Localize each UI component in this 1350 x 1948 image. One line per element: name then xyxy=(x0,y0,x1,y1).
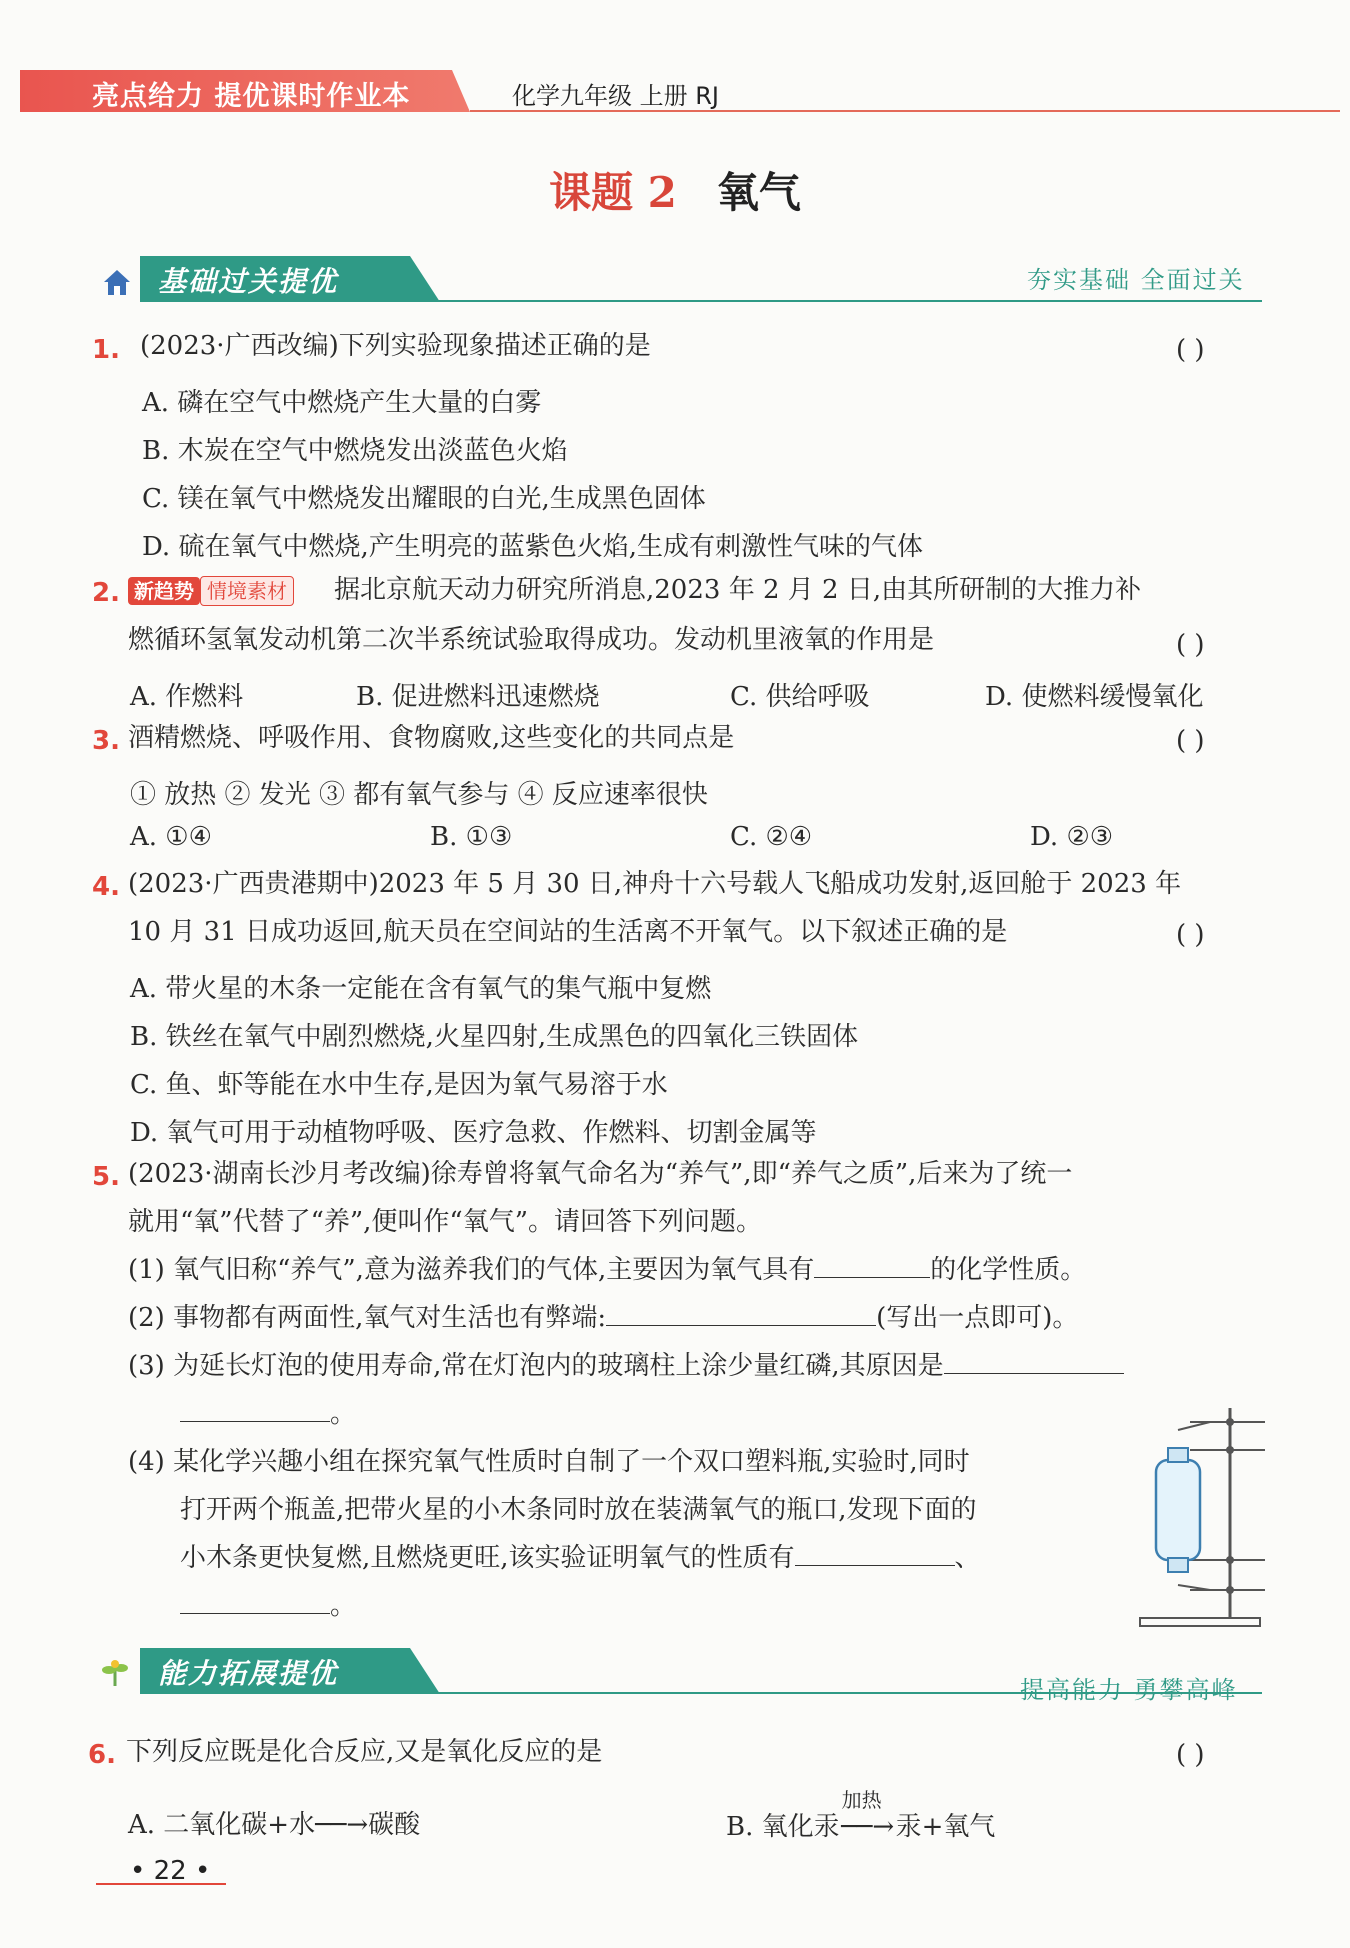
question-stem: (2023·广西改编)下列实验现象描述正确的是 xyxy=(140,331,651,361)
answer-paren[interactable]: ( ) xyxy=(1176,630,1205,660)
option-b xyxy=(726,1788,996,1843)
option-c: C. 鱼、虾等能在水中生存,是因为氧气易溶于水 xyxy=(130,1070,668,1100)
option-d: D. ②③ xyxy=(1030,822,1114,852)
section-slogan-advanced: 提高能力 勇攀高峰 xyxy=(1020,1676,1238,1704)
question-number: 3. xyxy=(92,726,120,756)
question-number: 5. xyxy=(92,1162,120,1192)
section-title-advanced: 能力拓展提优 xyxy=(158,1657,339,1690)
sub-question-text: 小木条更快复燃,且燃烧更旺,该实验证明氧气的性质有 xyxy=(180,1543,795,1573)
sub-question-text: 、 xyxy=(954,1543,981,1573)
sub-question-text: 。 xyxy=(330,1399,357,1429)
answer-paren[interactable]: ( ) xyxy=(1176,920,1205,950)
lesson-title xyxy=(0,160,1350,220)
question-stem: 酒精燃烧、呼吸作用、食物腐败,这些变化的共同点是 xyxy=(128,723,735,753)
option-a: A. 作燃料 xyxy=(130,682,244,712)
option-d: D. 使燃料缓慢氧化 xyxy=(985,682,1204,712)
question-stem-line: 10 月 31 日成功返回,航天员在空间站的生活离不开氧气。以下叙述正确的是 xyxy=(128,917,1008,947)
sprout-icon xyxy=(100,1658,130,1688)
section-divider-basic xyxy=(140,300,1262,302)
statement-list: ① 放热 ② 发光 ③ 都有氧气参与 ④ 反应速率很快 xyxy=(130,780,708,810)
question-stem-line: 据北京航天动力研究所消息,2023 年 2 月 2 日,由其所研制的大推力补 xyxy=(334,575,1142,605)
answer-blank[interactable] xyxy=(606,1299,876,1326)
option-a: A. 二氧化碳+水──→碳酸 xyxy=(128,1810,421,1840)
answer-paren[interactable]: ( ) xyxy=(1176,726,1205,756)
question-number: 6. xyxy=(88,1740,116,1770)
question-number: 2. xyxy=(92,578,120,608)
option-b-products: 汞+氧气 xyxy=(895,1812,996,1842)
question-stem-line: 燃循环氢氧发动机第二次半系统试验取得成功。发动机里液氧的作用是 xyxy=(128,625,935,655)
section-title-basic: 基础过关提优 xyxy=(158,265,339,298)
sub-question-2 xyxy=(128,1294,1078,1342)
option-b: B. ①③ xyxy=(430,822,513,852)
option-d: D. 氧气可用于动植物呼吸、医疗急救、作燃料、切割金属等 xyxy=(130,1118,817,1148)
header-subject: 化学九年级 上册 RJ xyxy=(512,82,720,110)
sub-question-text: 。 xyxy=(330,1591,357,1621)
sub-question-1 xyxy=(128,1246,1086,1294)
sub-question-text: (1) 氧气旧称“养气”,意为滋养我们的气体,主要因为氧气具有 xyxy=(128,1255,815,1285)
house-icon xyxy=(102,268,132,298)
header-divider xyxy=(470,110,1340,112)
option-b: B. 木炭在空气中燃烧发出淡蓝色火焰 xyxy=(142,436,568,466)
sub-question-4-line xyxy=(180,1534,981,1582)
question-number: 1. xyxy=(92,335,120,365)
sub-question-text: (写出一点即可)。 xyxy=(876,1303,1079,1333)
sub-question-3-cont xyxy=(180,1390,356,1438)
question-tags xyxy=(128,576,294,606)
option-c: C. 镁在氧气中燃烧发出耀眼的白光,生成黑色固体 xyxy=(142,484,706,514)
reaction-condition: 加热 xyxy=(841,1788,882,1812)
option-b-reactant: B. 氧化汞 xyxy=(726,1812,840,1842)
lesson-name: 氧气 xyxy=(716,168,801,217)
answer-blank[interactable] xyxy=(180,1587,330,1614)
option-c: C. ②④ xyxy=(730,822,813,852)
question-stem-line: (2023·广西贵港期中)2023 年 5 月 30 日,神舟十六号载人飞船成功发射,返回舱于 2023 年 xyxy=(128,869,1182,899)
answer-blank[interactable] xyxy=(180,1395,330,1422)
answer-blank[interactable] xyxy=(795,1539,955,1566)
option-a: A. ①④ xyxy=(130,822,212,852)
question-number: 4. xyxy=(92,872,120,902)
option-d: D. 硫在氧气中燃烧,产生明亮的蓝紫色火焰,生成有刺激性气味的气体 xyxy=(142,532,923,562)
option-b: B. 促进燃料迅速燃烧 xyxy=(356,682,600,712)
option-c: C. 供给呼吸 xyxy=(730,682,870,712)
question-stem-line: (2023·湖南长沙月考改编)徐寿曾将氧气命名为“养气”,即“养气之质”,后来为了统一 xyxy=(128,1159,1073,1189)
page-number: • 22 • xyxy=(130,1856,211,1886)
section-slogan-basic: 夯实基础 全面过关 xyxy=(1027,266,1245,294)
option-a: A. 带火星的木条一定能在含有氧气的集气瓶中复燃 xyxy=(130,974,712,1004)
option-a: A. 磷在空气中燃烧产生大量的白雾 xyxy=(142,388,542,418)
answer-paren[interactable]: ( ) xyxy=(1176,1740,1205,1770)
lesson-number: 课题 2 xyxy=(549,168,677,217)
answer-paren[interactable]: ( ) xyxy=(1176,335,1205,365)
header-brand: 亮点给力 提优课时作业本 xyxy=(92,81,411,112)
answer-blank[interactable] xyxy=(814,1251,930,1278)
reaction-arrow: 加热 ──→ xyxy=(840,1812,896,1842)
answer-blank[interactable] xyxy=(944,1347,1124,1374)
sub-question-4-line: 打开两个瓶盖,把带火星的小木条同时放在装满氧气的瓶口,发现下面的 xyxy=(180,1495,977,1525)
question-stem: 下列反应既是化合反应,又是氧化反应的是 xyxy=(126,1737,603,1767)
sub-question-3 xyxy=(128,1342,1124,1390)
sub-question-text: (3) 为延长灯泡的使用寿命,常在灯泡内的玻璃柱上涂少量红磷,其原因是 xyxy=(128,1351,944,1381)
tag-context: 情境素材 xyxy=(200,576,294,606)
apparatus-figure xyxy=(1130,1400,1270,1630)
question-stem-line: 就用“氧”代替了“养”,便叫作“氧气”。请回答下列问题。 xyxy=(128,1207,763,1237)
sub-question-text: 的化学性质。 xyxy=(930,1255,1087,1285)
sub-question-4: (4) 某化学兴趣小组在探究氧气性质时自制了一个双口塑料瓶,实验时,同时 xyxy=(128,1447,970,1477)
sub-question-text: (2) 事物都有两面性,氧气对生活也有弊端: xyxy=(128,1303,607,1333)
option-b: B. 铁丝在氧气中剧烈燃烧,火星四射,生成黑色的四氧化三铁固体 xyxy=(130,1022,859,1052)
tag-new-trend: 新趋势 xyxy=(128,577,200,605)
sub-question-4-end xyxy=(180,1582,356,1630)
